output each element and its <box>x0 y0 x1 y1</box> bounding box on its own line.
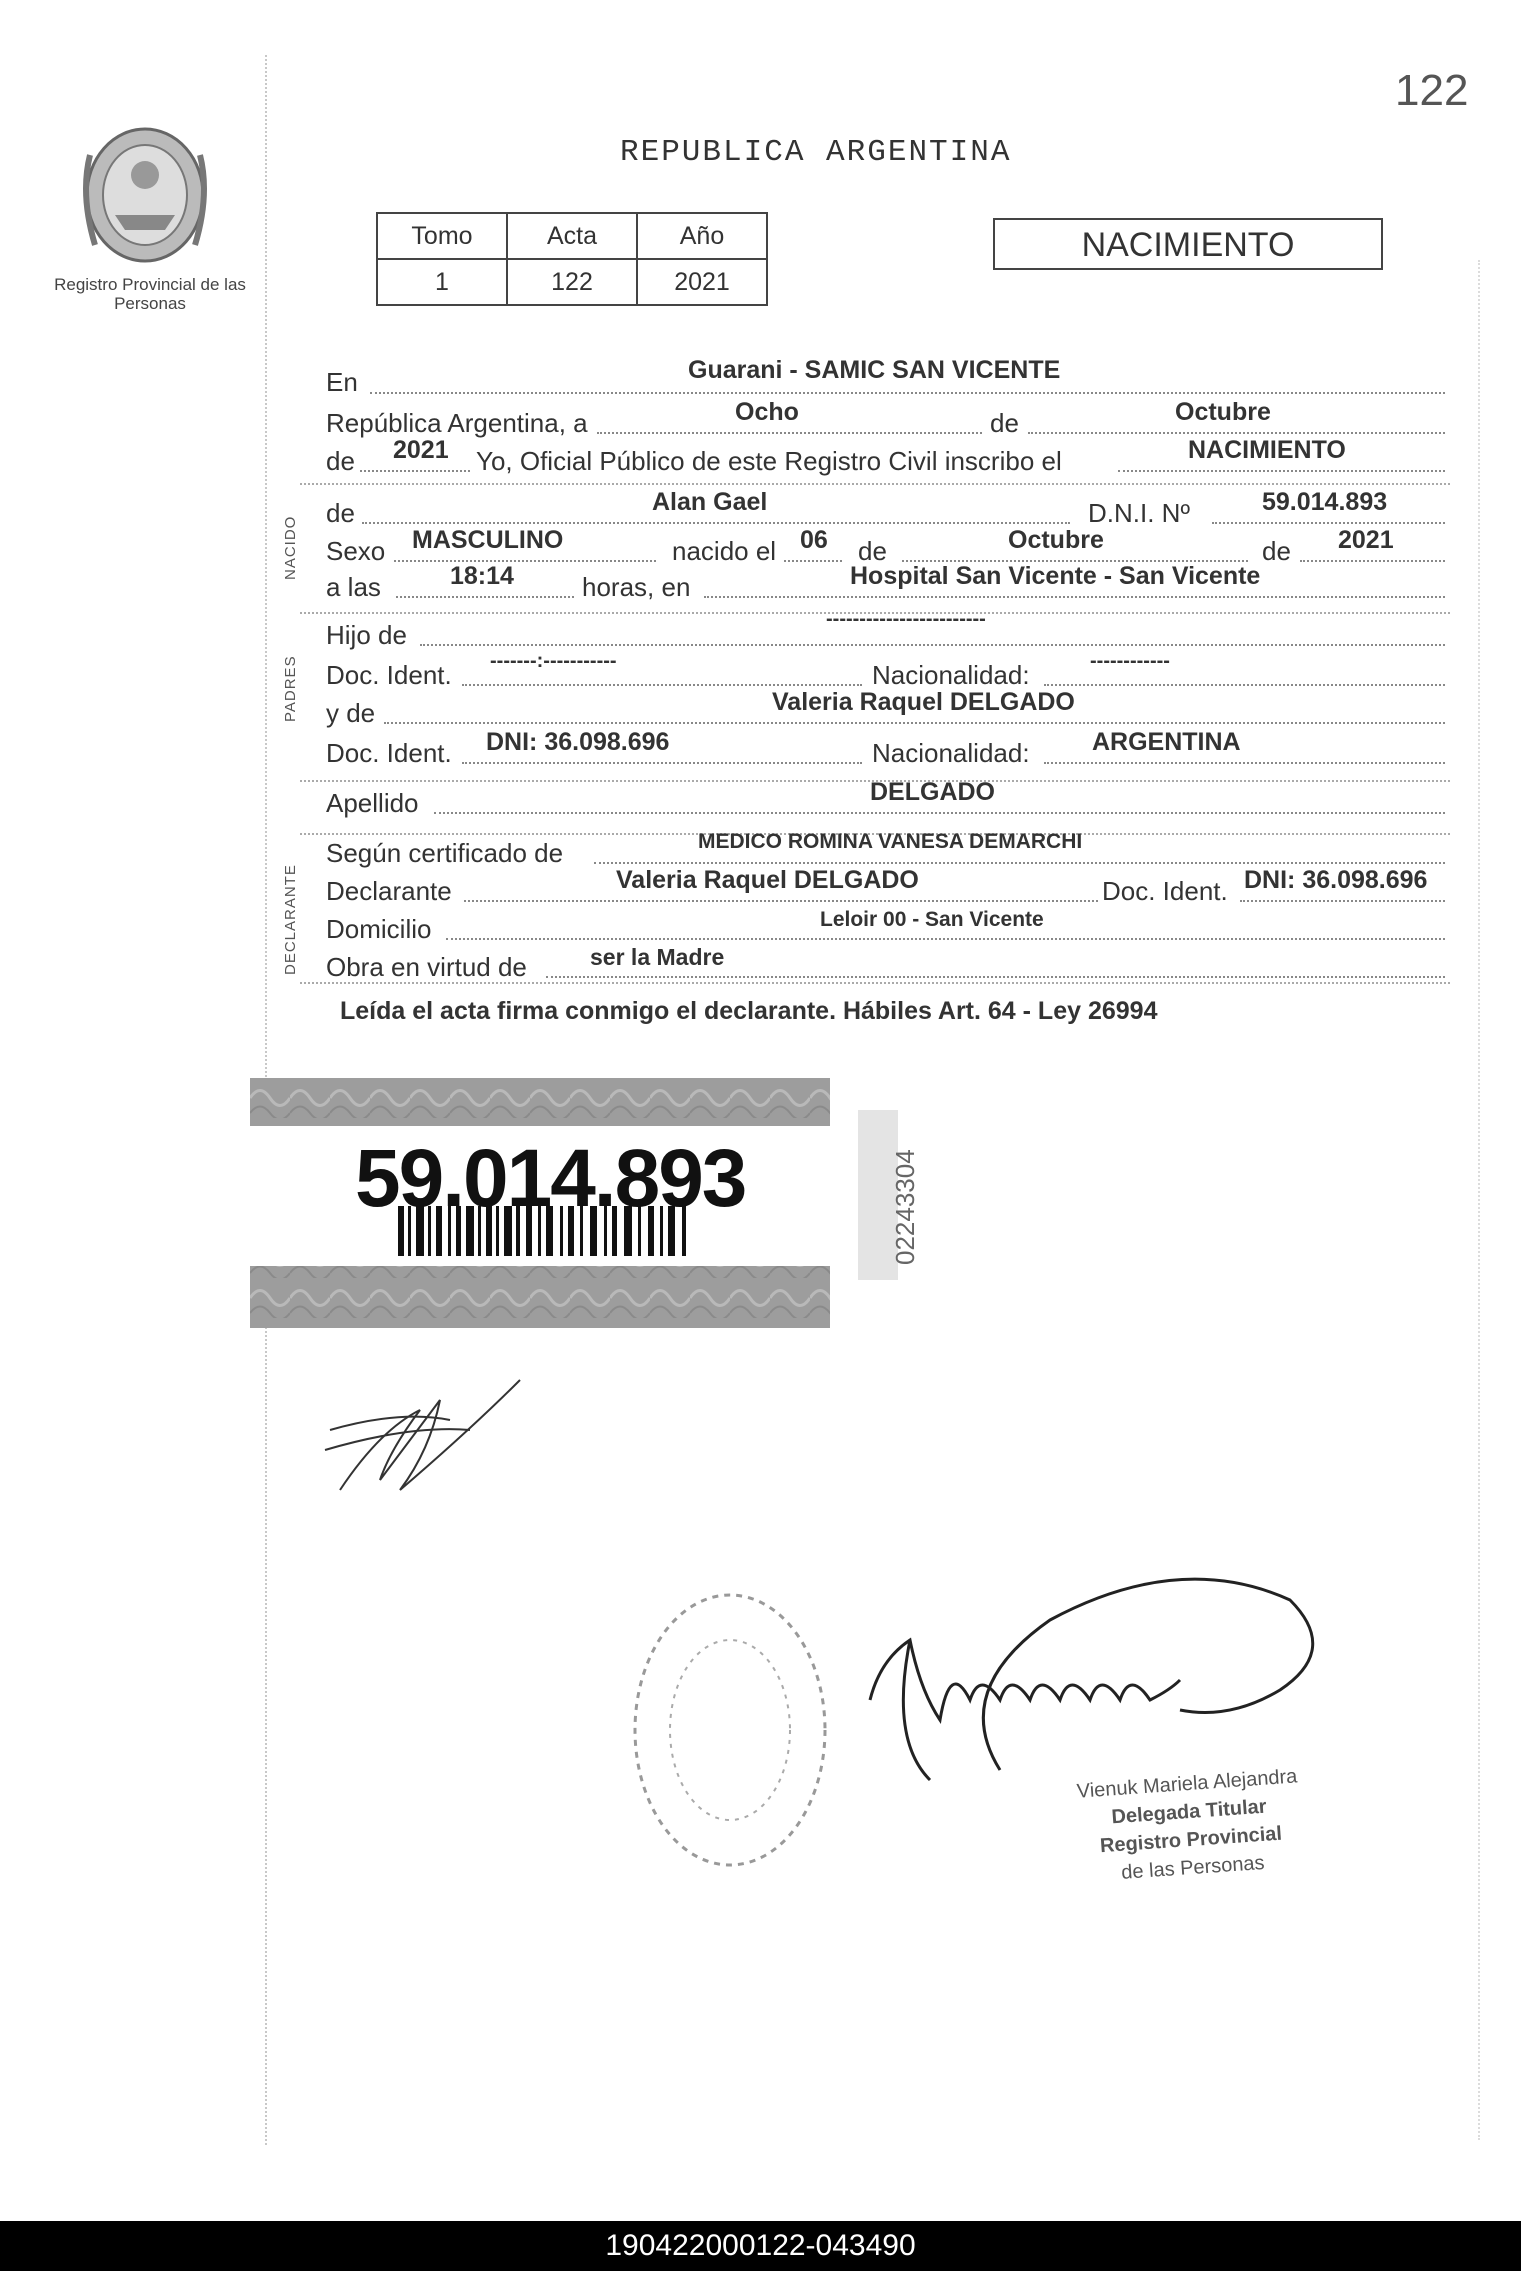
label-en: En <box>326 367 358 397</box>
dotted-line <box>1028 432 1445 434</box>
hospital-stamp <box>620 1580 840 1880</box>
declarant-signature <box>320 1370 540 1510</box>
official-signature-block <box>1031 1759 1348 1892</box>
label-y-de: y de <box>326 698 376 728</box>
dotted-line <box>1240 900 1445 902</box>
value-nombre: Alan Gael <box>652 488 768 516</box>
dotted-line <box>597 432 982 434</box>
registry-label: Registro Provincial de las Personas <box>54 275 246 313</box>
label-doc-ident-madre: Doc. Ident. <box>326 738 452 768</box>
dotted-line <box>784 560 842 562</box>
dotted-line <box>1212 522 1445 524</box>
label-de-mes-nacimiento: de <box>858 536 887 566</box>
label-de-anio-nacimiento: de <box>1262 536 1291 566</box>
table-value-tomo: 1 <box>377 259 507 305</box>
value-declarante-doc: DNI: 36.098.696 <box>1244 866 1428 894</box>
value-madre-nacionalidad: ARGENTINA <box>1092 728 1241 756</box>
label-yo-oficial: Yo, Oficial Público de este Registro Civil inscribo el <box>476 446 1062 476</box>
record-table <box>376 212 768 306</box>
label-nacionalidad-padre: Nacionalidad: <box>872 660 1030 690</box>
dotted-line <box>704 596 1445 598</box>
label-de-nombre: de <box>326 498 355 528</box>
dotted-line <box>420 644 1445 646</box>
official-title: Delegada Titular <box>1110 1795 1268 1829</box>
dotted-line <box>1118 470 1445 472</box>
value-anio-inscripcion: 2021 <box>393 436 449 464</box>
label-doc-ident-padre: Doc. Ident. <box>326 660 452 690</box>
record-type-box: NACIMIENTO <box>993 218 1383 270</box>
dotted-line <box>464 900 1098 902</box>
dotted-line <box>362 522 1070 524</box>
side-label-declarante: DECLARANTE <box>282 864 299 975</box>
closing-note: Leída el acta firma conmigo el declarante. Hábiles Art. 64 - Ley 26994 <box>340 997 1158 1025</box>
label-apellido: Apellido <box>326 788 419 818</box>
value-padre: ------------------------ <box>826 608 986 630</box>
official-signature <box>850 1540 1330 1800</box>
label-doc-ident-declarante: Doc. Ident. <box>1102 876 1228 906</box>
value-obra-en-virtud: ser la Madre <box>590 944 725 970</box>
table-value-anio: 2021 <box>637 259 767 305</box>
dotted-line <box>462 684 862 686</box>
section-divider <box>300 483 1450 485</box>
label-declarante: Declarante <box>326 876 452 906</box>
value-padre-nacionalidad: ------------ <box>1090 650 1170 672</box>
value-dni: 59.014.893 <box>1262 488 1388 516</box>
value-lugar: Guarani - SAMIC SAN VICENTE <box>688 356 1061 384</box>
value-tipo-inscripcion: NACIMIENTO <box>1188 436 1346 464</box>
value-domicilio: Leloir 00 - San Vicente <box>820 908 1044 931</box>
dotted-line <box>370 392 1445 394</box>
value-declarante: Valeria Raquel DELGADO <box>616 866 919 894</box>
label-obra-en-virtud: Obra en virtud de <box>326 952 527 982</box>
label-a-las: a las <box>326 572 381 602</box>
value-mes-inscripcion: Octubre <box>1175 398 1271 426</box>
value-madre-doc: DNI: 36.098.696 <box>486 728 670 756</box>
table-header-tomo: Tomo <box>377 213 507 259</box>
label-dni: D.N.I. Nº <box>1088 498 1190 528</box>
sticker-dni-number: 59.014.893 <box>355 1133 746 1224</box>
value-lugar-nacimiento: Hospital San Vicente - San Vicente <box>850 562 1261 590</box>
official-office-1: Registro Provincial <box>1099 1822 1283 1858</box>
side-label-padres: PADRES <box>282 655 299 722</box>
side-label-nacido: NACIDO <box>282 515 299 580</box>
dotted-line <box>546 976 1445 978</box>
table-value-acta: 122 <box>507 259 637 305</box>
page-number: 122 <box>1395 66 1469 115</box>
dotted-line <box>446 938 1445 940</box>
dotted-line <box>1300 560 1445 562</box>
value-dia-inscripcion: Ocho <box>735 398 799 426</box>
label-hijo-de: Hijo de <box>326 620 407 650</box>
footer-code-bar: 190422000122-043490 <box>0 2221 1521 2271</box>
dotted-line <box>1044 762 1445 764</box>
value-madre: Valeria Raquel DELGADO <box>772 688 1075 716</box>
dotted-line <box>462 762 862 764</box>
label-republica: República Argentina, a <box>326 408 588 438</box>
serial-number: 02243304 <box>890 1149 920 1265</box>
label-nacido-el: nacido el <box>672 536 777 566</box>
dotted-line <box>1044 684 1445 686</box>
label-segun-certificado: Según certificado de <box>326 838 564 868</box>
value-apellido: DELGADO <box>870 778 995 806</box>
official-name: Vienuk Mariela Alejandra <box>1076 1765 1299 1803</box>
right-margin-line <box>1478 260 1480 2140</box>
value-certificado: MEDICO ROMINA VANESA DEMARCHI <box>698 830 1083 853</box>
table-header-acta: Acta <box>507 213 637 259</box>
label-nacionalidad-madre: Nacionalidad: <box>872 738 1030 768</box>
value-hora: 18:14 <box>450 562 514 590</box>
value-anio-nacimiento: 2021 <box>1338 526 1394 554</box>
table-header-anio: Año <box>637 213 767 259</box>
country-title: REPUBLICA ARGENTINA <box>620 135 1012 170</box>
dotted-line <box>394 560 656 562</box>
provincial-seal-icon <box>70 115 220 275</box>
label-sexo: Sexo <box>326 536 386 566</box>
dotted-line <box>594 862 1445 864</box>
label-horas-en: horas, en <box>582 572 691 602</box>
dotted-line <box>434 812 1445 814</box>
dotted-line <box>396 596 574 598</box>
official-office-2: de las Personas <box>1120 1851 1266 1884</box>
dotted-line <box>360 470 470 472</box>
value-padre-doc: -------:----------- <box>490 650 617 672</box>
label-de-anio: de <box>326 446 355 476</box>
label-de-mes: de <box>990 408 1019 438</box>
label-domicilio: Domicilio <box>326 914 432 944</box>
value-sexo: MASCULINO <box>412 526 564 554</box>
value-dia-nacimiento: 06 <box>800 526 828 554</box>
dotted-line <box>384 722 1445 724</box>
value-mes-nacimiento: Octubre <box>1008 526 1104 554</box>
